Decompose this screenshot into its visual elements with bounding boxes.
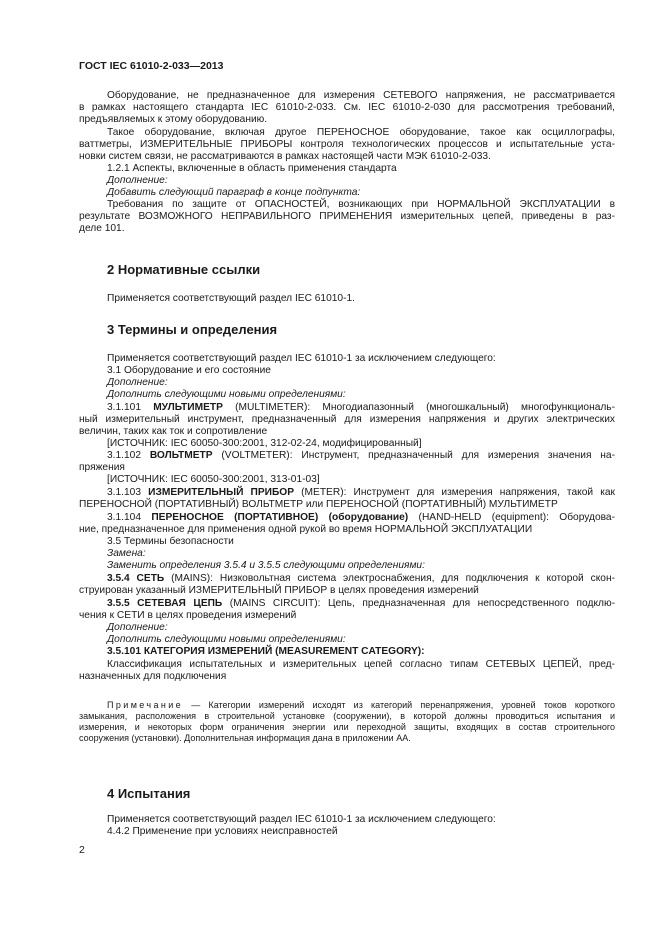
definition-line: 3.1.104 ПЕРЕНОСНОЕ (ПОРТАТИВНОЕ) (оборудование) (HAND-HELD (equipment): Оборудова- [107, 512, 615, 523]
text-line: новки систем связи, не рассматриваются в рамках настоящей части МЭК 61010-2-033. [79, 151, 491, 162]
document-header: ГОСТ IEC 61010-2-033—2013 [79, 60, 224, 72]
source-line: [ИСТОЧНИК: IEC 60050-300:2001, 312-02-24, модифицированный] [107, 438, 422, 449]
subclause-heading: 3.1 Оборудование и его состояние [107, 365, 271, 376]
note-label: Примечание [107, 700, 184, 710]
text-line: деле 101. [79, 223, 125, 234]
definition-heading: 3.5.101 КАТЕГОРИЯ ИЗМЕРЕНИЙ (MEASUREMENT CATEGORY): [107, 646, 425, 657]
instruction-line: Заменить определения 3.5.4 и 3.5.5 следующими определениями: [107, 560, 425, 571]
definition-line: 3.1.103 ИЗМЕРИТЕЛЬНЫЙ ПРИБОР (METER): Инструмент для измерения напряжения, такой как [107, 487, 616, 498]
note-line: Примечание — Категории измерений исходят из категорий перенапряжения, уровней токов короткого [107, 700, 615, 710]
text-line: ние, предназначенное для применения одной рукой во время НОРМАЛЬНОЙ ЭКСПЛУАТАЦИИ [79, 524, 533, 535]
text-line: предъявляемых к этому оборудованию. [79, 114, 268, 125]
text-line: назначенных для подключения [79, 671, 227, 682]
instruction-line: Добавить следующий параграф в конце подпункта: [107, 187, 361, 198]
text-line: Требования по защите от ОПАСНОСТЕЙ, возникающих при НОРМАЛЬНОЙ ЭКСПЛУАТАЦИИ в [107, 199, 615, 210]
replace-label: Замена: [107, 548, 146, 559]
text-line: в рамках настоящего стандарта IEC 61010-2-033. См. IEC 61010-2-030 для рассмотрения требований, [79, 102, 615, 113]
addition-label: Дополнение: [107, 377, 168, 388]
text-line: ваттметры, ИЗМЕРИТЕЛЬНЫЕ ПРИБОРЫ контроля технологических процессов и испытательные уста- [79, 139, 615, 150]
text-line: Применяется соответствующий раздел IEC 61010-1 за исключением следующего: [107, 353, 496, 364]
text-line: Классификация испытательных и измерительных цепей согласно типам СЕТЕВЫХ ЦЕПЕЙ, пред- [107, 659, 615, 670]
text-line: Применяется соответствующий раздел IEC 61010-1. [107, 293, 355, 304]
text-line: струирован указанный ИЗМЕРИТЕЛЬНЫЙ ПРИБОР в целях проведения измерений [79, 585, 479, 596]
section-heading: 3 Термины и определения [107, 322, 278, 337]
definition-line: 3.1.101 МУЛЬТИМЕТР (MULTIMETER): Многодиапазонный (многошкальный) многофункциональ- [107, 402, 615, 413]
note-line: замыкания, расположения в строительной установке (сооружении), в которой должны проводиться испытания и [79, 711, 615, 721]
text-line: результате ВОЗМОЖНОГО НЕПРАВИЛЬНОГО ПРИМЕНЕНИЯ измерительных цепей, приведены в раз- [79, 211, 615, 222]
text-line: ПЕРЕНОСНОЙ (ПОРТАТИВНЫЙ) ВОЛЬТМЕТР или ПЕРЕНОСНОЙ (ПОРТАТИВНЫЙ) МУЛЬТИМЕТР [79, 499, 558, 510]
text-line: величин, таких как ток и сопротивление [79, 426, 268, 437]
note-line: измерения, и некоторых форм ограничения энергии или переходной защиты, входящих в состав строительного [79, 722, 615, 732]
subclause-heading: 3.5 Термины безопасности [107, 536, 234, 547]
page-number: 2 [79, 844, 85, 856]
text-line: ный измерительный инструмент, предназначенный для измерения напряжения и других электрических [79, 414, 615, 425]
text-line: Оборудование, не предназначенное для измерения СЕТЕВОГО напряжения, не рассматривается [107, 90, 615, 101]
section-heading: 4 Испытания [107, 786, 191, 801]
addition-label: Дополнение: [107, 622, 168, 633]
addition-label: Дополнение: [107, 175, 168, 186]
instruction-line: Дополнить следующими новыми определениями: [107, 634, 346, 645]
note-line: сооружения (установки). Дополнительная информация дана в приложении АА. [79, 733, 411, 743]
text-line: чения к СЕТИ в целях проведения измерений [79, 610, 297, 621]
text-line: Такое оборудование, включая другое ПЕРЕНОСНОЕ оборудование, такое как осциллографы, [107, 127, 615, 138]
subclause-heading: 4.4.2 Применение при условиях неисправностей [107, 826, 338, 837]
definition-line: 3.5.5 СЕТЕВАЯ ЦЕПЬ (MAINS CIRCUIT): Цепь, предназначенная для непосредственного подклю- [107, 598, 615, 609]
text-line: пряжения [79, 462, 125, 473]
source-line: [ИСТОЧНИК: IEC 60050-300:2001, 313-01-03] [107, 474, 320, 485]
text-line: Применяется соответствующий раздел IEC 61010-1 за исключением следующего: [107, 814, 496, 825]
definition-line: 3.5.4 СЕТЬ (MAINS): Низковольтная система электроснабжения, для подключения к которой скон- [107, 573, 615, 584]
section-heading: 2 Нормативные ссылки [107, 262, 261, 277]
subclause-heading: 1.2.1 Аспекты, включенные в область применения стандарта [107, 163, 397, 174]
instruction-line: Дополнить следующими новыми определениями: [107, 389, 346, 400]
definition-line: 3.1.102 ВОЛЬТМЕТР (VOLTMETER): Инструмент, предназначенный для измерения значения на- [107, 450, 615, 461]
